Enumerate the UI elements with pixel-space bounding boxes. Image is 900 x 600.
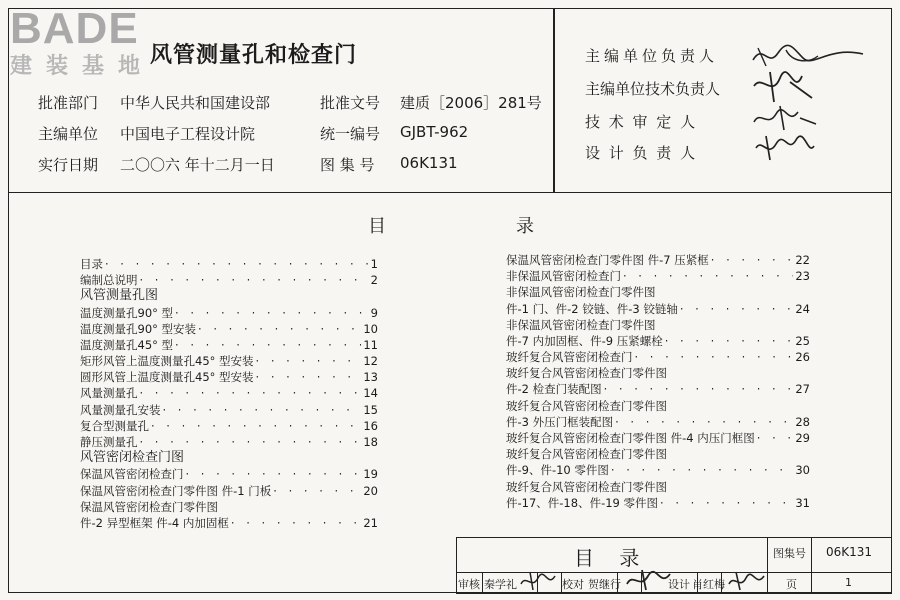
toc-entry[interactable] (506, 252, 810, 268)
toc-leader-dots (604, 381, 794, 397)
toc-leader-dots (175, 305, 369, 321)
toc-entry-label: 编制总说明 (80, 273, 138, 288)
toc-page-number: 30 (795, 463, 810, 478)
toc-entry-label: 温度测量孔90° 型安装 (80, 321, 197, 336)
toc-page-number: 13 (363, 370, 378, 385)
signature-tech-head (750, 68, 820, 104)
design-label: 设计 (668, 578, 690, 591)
toc-entry-label: 件-1 门、件-2 铰链、件-3 铰链轴 (506, 301, 678, 316)
toc-left-column (80, 256, 378, 531)
page-cell-label: 页 (786, 578, 797, 591)
toc-entry-line: 非保温风管密闭检查门零件图 (506, 317, 656, 332)
responsible-editor-head: 主编单位负责人 (585, 47, 719, 65)
toc-entry-label: 非保温风管密闭检查门 (506, 269, 621, 284)
toc-entry[interactable] (80, 256, 378, 272)
signature-editor-head (748, 38, 868, 72)
toc-leader-dots (186, 466, 362, 482)
toc-page-number: 27 (795, 382, 810, 397)
toc-page-number: 16 (363, 418, 378, 433)
toc-entry-label: 矩形风管上温度测量孔45° 型安装 (80, 354, 254, 369)
review-label: 审核 (458, 578, 480, 591)
responsible-design-lead: 设 计 负 责 人 (585, 144, 698, 162)
toc-leader-dots (175, 337, 361, 353)
toc-leader-dots (665, 333, 794, 349)
approval-dept-label: 批准部门 (38, 94, 99, 112)
toc-page-number: 19 (363, 467, 378, 482)
atlas-title: 风管测量孔和检查门 (150, 43, 358, 68)
logo-wordmark: BADE (10, 4, 139, 53)
toc-entry[interactable] (80, 305, 378, 321)
atlas-no-cell-value: 06K131 (826, 545, 873, 559)
toc-leader-dots (680, 301, 793, 317)
toc-entry-line: 玻纤复合风管密闭检查门零件图 (506, 366, 667, 381)
toc-page-number: 11 (363, 337, 378, 352)
toc-entry[interactable] (80, 402, 378, 418)
toc-page-number: 10 (363, 321, 378, 336)
toc-entry-line: 玻纤复合风管密闭检查门零件图 (506, 447, 667, 462)
toc-page-number: 31 (795, 495, 810, 510)
toc-leader-dots (711, 252, 794, 268)
toc-entry-label: 保温风管密闭检查门零件图 件-7 压紧框 (506, 252, 709, 267)
toc-entry-label: 件-7 内加固框、件-9 压紧螺栓 (506, 333, 663, 348)
editor-unit-value: 中国电子工程设计院 (120, 125, 256, 143)
toc-entry-label: 保温风管密闭检查门 (80, 467, 184, 482)
toc-leader-dots (163, 402, 362, 418)
signature-design-lead (752, 132, 818, 162)
toc-page-number: 28 (795, 414, 810, 429)
toc-entry[interactable] (80, 272, 378, 288)
toc-entry[interactable] (80, 337, 378, 353)
toc-entry[interactable] (80, 483, 378, 499)
signature-tech-approver (750, 102, 820, 134)
toc-entry-label: 玻纤复合风管密闭检查门零件图 件-4 内压门框图 (506, 431, 755, 446)
toc-leader-dots (615, 414, 793, 430)
toc-leader-dots (256, 353, 362, 369)
toc-section-heading: 风管密闭检查门图 (80, 450, 185, 466)
toc-entry-label: 保温风管密闭检查门零件图 件-1 门板 (80, 483, 272, 498)
review-signature (518, 570, 558, 592)
toc-leader-dots (140, 434, 362, 450)
toc-right-column (506, 252, 810, 511)
editor-unit-label: 主编单位 (38, 125, 99, 143)
toc-heading-left: 目 (368, 216, 386, 237)
toc-page-number: 12 (363, 354, 378, 369)
responsible-tech-approver: 技 术 审 定 人 (585, 113, 698, 131)
logo-subtitle: 建装基地 (10, 54, 155, 79)
toc-leader-dots (623, 268, 793, 284)
toc-leader-dots (140, 272, 369, 288)
atlas-no-cell-label: 图集号 (773, 547, 806, 560)
toc-entry-label: 复合型测量孔 (80, 418, 149, 433)
toc-entry-line: 玻纤复合风管密闭检查门零件图 (506, 479, 667, 494)
toc-entry[interactable] (506, 495, 810, 511)
toc-entry-label: 风量测量孔 (80, 386, 138, 401)
toc-entry[interactable] (506, 382, 810, 398)
toc-entry[interactable] (80, 434, 378, 450)
toc-page-number: 25 (795, 333, 810, 348)
toc-entry[interactable] (506, 349, 810, 365)
toc-entry-label: 件-9、件-10 零件图 (506, 463, 609, 478)
approval-doc-label: 批准文号 (320, 94, 381, 112)
bade-logo (10, 6, 154, 80)
toc-leader-dots (660, 495, 793, 511)
approval-dept-value: 中华人民共和国建设部 (120, 94, 271, 112)
toc-entry[interactable] (506, 333, 810, 349)
atlas-no-value: 06K131 (400, 154, 458, 172)
effective-date-label: 实行日期 (38, 156, 99, 174)
toc-page-number: 23 (795, 269, 810, 284)
toc-entry[interactable] (506, 268, 810, 284)
toc-entry-label: 目录 (80, 256, 103, 271)
toc-entry[interactable] (80, 353, 378, 369)
toc-entry-label: 温度测量孔90° 型 (80, 305, 174, 320)
toc-leader-dots (611, 462, 793, 478)
toc-entry[interactable] (506, 414, 810, 430)
title-block-title: 目 录 (574, 546, 640, 570)
toc-leader-dots (105, 256, 369, 272)
toc-heading-right: 录 (516, 216, 534, 237)
toc-entry[interactable] (80, 369, 378, 385)
toc-entry-line: 玻纤复合风管密闭检查门零件图 (506, 398, 667, 413)
unified-no-value: GJBT-962 (400, 123, 469, 141)
toc-leader-dots (635, 349, 794, 365)
design-signature (726, 570, 768, 592)
toc-leader-dots (757, 430, 794, 446)
toc-entry[interactable] (80, 515, 378, 531)
toc-entry[interactable] (80, 386, 378, 402)
toc-entry-label: 温度测量孔45° 型 (80, 337, 174, 352)
responsible-tech-head: 主编单位技术负责人 (585, 80, 721, 98)
toc-entry-line: 非保温风管密闭检查门零件图 (506, 285, 656, 300)
review-name: 秦学礼 (484, 578, 517, 591)
atlas-no-label: 图 集 号 (320, 156, 375, 174)
toc-page-number: 14 (363, 386, 378, 401)
toc-entry-line: 保温风管密闭检查门零件图 (80, 499, 218, 514)
toc-entry[interactable] (80, 466, 378, 482)
toc-page-number: 9 (370, 305, 378, 320)
toc-page-number: 22 (795, 252, 810, 267)
toc-page-number: 2 (370, 273, 378, 288)
toc-leader-dots (198, 321, 361, 337)
toc-leader-dots (231, 515, 361, 531)
toc-entry[interactable] (80, 321, 378, 337)
toc-entry[interactable] (506, 462, 810, 478)
toc-entry-label: 静压测量孔 (80, 435, 138, 450)
toc-leader-dots (273, 483, 361, 499)
toc-page-number: 29 (795, 431, 810, 446)
toc-page-number: 1 (370, 256, 378, 271)
toc-leader-dots (151, 418, 361, 434)
effective-date-value: 二〇〇六 年十二月一日 (120, 156, 275, 174)
toc-entry-label: 件-2 检查门装配图 (506, 382, 602, 397)
toc-entry-label: 圆形风管上温度测量孔45° 型安装 (80, 370, 254, 385)
approval-doc-value: 建质［2006］281号 (400, 94, 542, 112)
design-name: 肖红梅 (692, 578, 725, 591)
toc-entry[interactable] (80, 418, 378, 434)
toc-entry-label: 件-3 外压门框装配图 (506, 414, 614, 429)
toc-page-number: 24 (795, 301, 810, 316)
toc-entry-label: 玻纤复合风管密闭检查门 (506, 350, 633, 365)
header-divider (553, 9, 555, 192)
toc-leader-dots (140, 385, 362, 401)
check-name: 贺继行 (588, 578, 621, 591)
check-signature (624, 568, 674, 592)
toc-section-heading: 风管测量孔图 (80, 288, 159, 304)
toc-page-number: 18 (363, 435, 378, 450)
toc-entry[interactable] (506, 301, 810, 317)
unified-no-label: 统一编号 (320, 125, 381, 143)
toc-page-number: 21 (363, 515, 378, 530)
toc-leader-dots (256, 369, 362, 385)
toc-entry-label: 件-2 异型框架 件-4 内加固框 (80, 515, 229, 530)
toc-entry-label: 风量测量孔安装 (80, 402, 161, 417)
toc-entry[interactable] (506, 430, 810, 446)
check-label: 校对 (562, 578, 584, 591)
page-cell-value: 1 (845, 576, 852, 589)
toc-page-number: 15 (363, 402, 378, 417)
toc-page-number: 26 (795, 350, 810, 365)
toc-page-number: 20 (363, 483, 378, 498)
toc-entry-label: 件-17、件-18、件-19 零件图 (506, 495, 659, 510)
